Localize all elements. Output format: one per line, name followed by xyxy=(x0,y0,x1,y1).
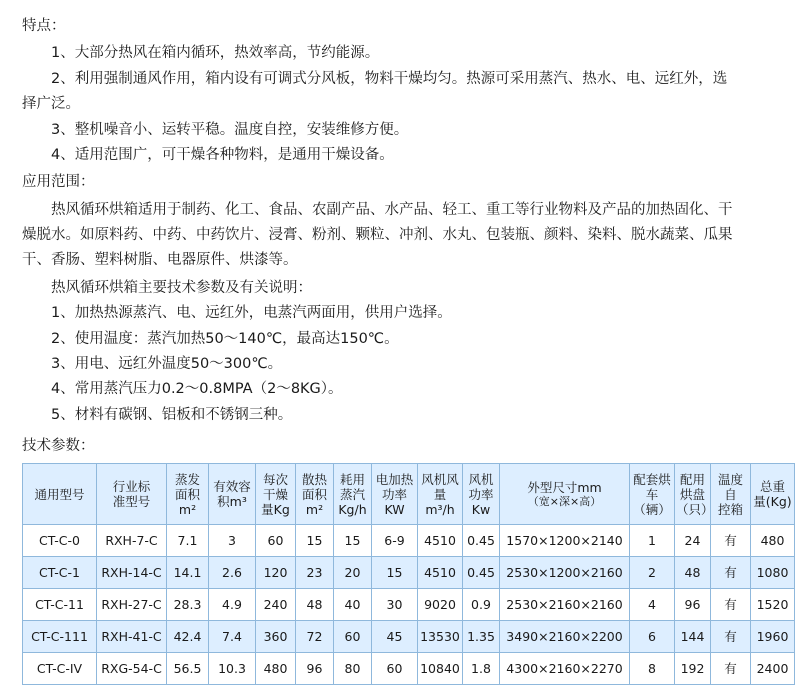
technical-parameters-table xyxy=(22,463,795,685)
table-cell: 13530 xyxy=(418,621,463,653)
table-cell: 2.6 xyxy=(209,557,256,589)
header-line-1: 散热 xyxy=(301,471,327,487)
table-cell: 有 xyxy=(711,653,751,685)
table-cell: 80 xyxy=(334,653,372,685)
table-cell: 4510 xyxy=(418,557,463,589)
table-cell: 96 xyxy=(675,589,711,621)
table-cell: 45 xyxy=(372,621,418,653)
header-line-2: 量(Kg) xyxy=(753,494,792,510)
table-row xyxy=(23,557,795,589)
table-header-cell xyxy=(372,464,418,525)
table-cell: 0.45 xyxy=(463,525,500,557)
table-header-cell xyxy=(751,464,795,525)
table-row xyxy=(23,653,795,685)
table-cell: 9020 xyxy=(418,589,463,621)
table-cell: 30 xyxy=(372,589,418,621)
table-cell: 有 xyxy=(711,621,751,653)
table-cell: CT-C-11 xyxy=(23,589,97,621)
application-section xyxy=(22,170,740,274)
header-line-2: 积m³ xyxy=(217,494,247,510)
table-header-cell xyxy=(463,464,500,525)
list-item: 1、加热热源蒸汽、电、远红外，电蒸汽两面用，供用户选择。 xyxy=(51,305,452,322)
table-header-cell xyxy=(97,464,167,525)
list-item: 4、适用范围广，可干燥各种物料，是通用干燥设备。 xyxy=(51,146,394,163)
table-cell: 192 xyxy=(675,653,711,685)
table-cell: 6 xyxy=(630,621,675,653)
header-line-1: 蒸发 xyxy=(174,471,200,487)
table-cell: 120 xyxy=(256,557,296,589)
table-cell: CT-C-0 xyxy=(23,525,97,557)
list-item: 5、材料有碳钢、铝板和不锈钢三种。 xyxy=(51,406,293,423)
table-header-cell xyxy=(167,464,209,525)
header-line-3: m² xyxy=(178,501,197,517)
application-paragraph: 热风循环烘箱适用于制药、化工、食品、农副产品、水产品、轻工、重工等行业物料及产品的加热固化、干燥脱水。如原料药、中药、中药饮片、浸膏、粉剂、颗粒、冲剂、水丸、包装瓶、颜料、染料、脱水蔬菜、瓜果干、香肠、塑料树脂、电器原件、烘漆等。 xyxy=(22,201,733,269)
table-cell: RXH-7-C xyxy=(97,525,167,557)
table-cell: CT-C-IV xyxy=(23,653,97,685)
list-item: 4、常用蒸汽压力0.2～0.8MPA（2～8KG）。 xyxy=(51,381,343,398)
table-cell: 4510 xyxy=(418,525,463,557)
table-cell: 48 xyxy=(296,589,334,621)
list-item: 1、大部分热风在箱内循环，热效率高，节约能源。 xyxy=(51,45,380,62)
list-item: 3、用电、远红外温度50～300℃。 xyxy=(51,355,283,372)
header-line-3: 量Kg xyxy=(261,501,290,517)
table-cell: CT-C-1 xyxy=(23,557,97,589)
table-cell: RXH-27-C xyxy=(97,589,167,621)
header-line-1: 配用 xyxy=(679,471,705,487)
table-cell: 15 xyxy=(372,557,418,589)
table-cell: CT-C-111 xyxy=(23,621,97,653)
list-item: 2、使用温度：蒸汽加热50～140℃，最高达150℃。 xyxy=(51,330,399,347)
table-header-cell xyxy=(500,464,630,525)
table-cell: 28.3 xyxy=(167,589,209,621)
table-cell: 48 xyxy=(675,557,711,589)
header-line-1: 每次 xyxy=(262,471,288,487)
table-cell: 15 xyxy=(296,525,334,557)
table-header-cell xyxy=(256,464,296,525)
table-cell: 480 xyxy=(751,525,795,557)
table-cell: 10.3 xyxy=(209,653,256,685)
table-cell: 360 xyxy=(256,621,296,653)
application-heading: 应用范围： xyxy=(22,174,95,191)
table-cell: 1 xyxy=(630,525,675,557)
table-cell: 1.8 xyxy=(463,653,500,685)
header-line-2: 功率 xyxy=(381,486,407,502)
table-cell: 7.1 xyxy=(167,525,209,557)
header-line-1: 温度自 xyxy=(717,471,743,502)
table-cell: 有 xyxy=(711,557,751,589)
header-line-1: 总重 xyxy=(759,479,785,495)
table-cell: 1570×1200×2140 xyxy=(500,525,630,557)
features-section xyxy=(22,14,740,168)
table-header-cell xyxy=(630,464,675,525)
header-line-3: Kg/h xyxy=(338,501,367,517)
table-cell: 60 xyxy=(334,621,372,653)
header-line-2: 面积 xyxy=(301,486,327,502)
header-line-1: 行业标 xyxy=(112,479,151,495)
table-label: 技术参数： xyxy=(22,438,95,454)
table-cell: 480 xyxy=(256,653,296,685)
table-cell: 42.4 xyxy=(167,621,209,653)
header-line-2: 蒸汽 xyxy=(339,486,365,502)
header-line-1: 外型尺寸mm xyxy=(527,480,602,496)
header-line-1: 耗用 xyxy=(339,471,365,487)
table-cell: 2530×2160×2160 xyxy=(500,589,630,621)
specs-section xyxy=(22,276,740,428)
table-header-cell xyxy=(209,464,256,525)
table-cell: 3 xyxy=(209,525,256,557)
table-cell: 15 xyxy=(334,525,372,557)
list-item: 2、利用强制通风作用，箱内设有可调式分风板，物料干燥均匀。热源可采用蒸汽、热水、电、远红外，选择广泛。 xyxy=(22,70,728,113)
header-line-1: 风机 xyxy=(468,471,494,487)
table-cell: 0.45 xyxy=(463,557,500,589)
table-cell: 1.35 xyxy=(463,621,500,653)
table-cell: 有 xyxy=(711,525,751,557)
table-cell: 8 xyxy=(630,653,675,685)
table-header-cell xyxy=(23,464,97,525)
table-header-cell xyxy=(296,464,334,525)
specs-list xyxy=(22,301,740,428)
table-cell: 60 xyxy=(256,525,296,557)
table-cell: 1520 xyxy=(751,589,795,621)
specs-heading: 热风循环烘箱主要技术参数及有关说明： xyxy=(51,279,312,296)
header-line-3: （只） xyxy=(676,501,714,517)
header-line-1: 风机风 xyxy=(421,471,459,487)
features-list xyxy=(22,41,740,168)
header-line-2: 功率 xyxy=(468,486,494,502)
table-cell: 14.1 xyxy=(167,557,209,589)
table-cell: 24 xyxy=(675,525,711,557)
table-cell: 2400 xyxy=(751,653,795,685)
table-cell: 56.5 xyxy=(167,653,209,685)
table-cell: 10840 xyxy=(418,653,463,685)
table-cell: 240 xyxy=(256,589,296,621)
header-line-2: 准型号 xyxy=(112,494,151,510)
table-cell: RXG-54-C xyxy=(97,653,167,685)
header-line-1: 有效容 xyxy=(213,479,251,495)
table-cell: 20 xyxy=(334,557,372,589)
table-cell: 40 xyxy=(334,589,372,621)
header-line-2: 量 xyxy=(433,486,447,502)
header-line-1: 配套烘 xyxy=(633,471,671,487)
table-header-cell xyxy=(418,464,463,525)
table-cell: 1080 xyxy=(751,557,795,589)
table-cell: 0.9 xyxy=(463,589,500,621)
table-header-cell xyxy=(675,464,714,525)
table-cell: 7.4 xyxy=(209,621,256,653)
header-line-2: 面积 xyxy=(174,486,200,502)
header-line-1: 电加热 xyxy=(375,471,414,487)
header-line-3: m³/h xyxy=(425,501,455,517)
header-line-2: （宽×深×高） xyxy=(527,495,602,509)
table-cell: 2 xyxy=(630,557,675,589)
table-header-cell xyxy=(334,464,372,525)
features-heading: 特点： xyxy=(22,18,66,34)
table-cell: 72 xyxy=(296,621,334,653)
header-line-2: 车（辆） xyxy=(633,486,671,517)
table-cell: 6-9 xyxy=(372,525,418,557)
header-line-2: 烘盘 xyxy=(679,486,705,502)
table-cell: 144 xyxy=(675,621,711,653)
table-cell: 96 xyxy=(296,653,334,685)
header-line-3: Kw xyxy=(471,501,491,517)
header-line-3: KW xyxy=(384,501,405,517)
table-cell: 4.9 xyxy=(209,589,256,621)
table-cell: RXH-14-C xyxy=(97,557,167,589)
header-line-3: m² xyxy=(305,501,324,517)
table-row xyxy=(23,525,795,557)
table-cell: 2530×1200×2160 xyxy=(500,557,630,589)
header-line-2: 控箱 xyxy=(717,501,743,517)
table-cell: 4 xyxy=(630,589,675,621)
list-item: 3、整机噪音小、运转平稳。温度自控，安装维修方便。 xyxy=(51,121,409,138)
header-line-1: 通用型号 xyxy=(34,486,85,502)
table-cell: 60 xyxy=(372,653,418,685)
table-cell: RXH-41-C xyxy=(97,621,167,653)
table-cell: 23 xyxy=(296,557,334,589)
table-row xyxy=(23,621,795,653)
table-cell: 4300×2160×2270 xyxy=(500,653,630,685)
header-line-2: 干燥 xyxy=(262,486,288,502)
table-row xyxy=(23,589,795,621)
table-header-row xyxy=(23,464,795,525)
table-header-cell xyxy=(711,464,751,525)
table-cell: 有 xyxy=(711,589,751,621)
table-cell: 1960 xyxy=(751,621,795,653)
table-cell: 3490×2160×2200 xyxy=(500,621,630,653)
